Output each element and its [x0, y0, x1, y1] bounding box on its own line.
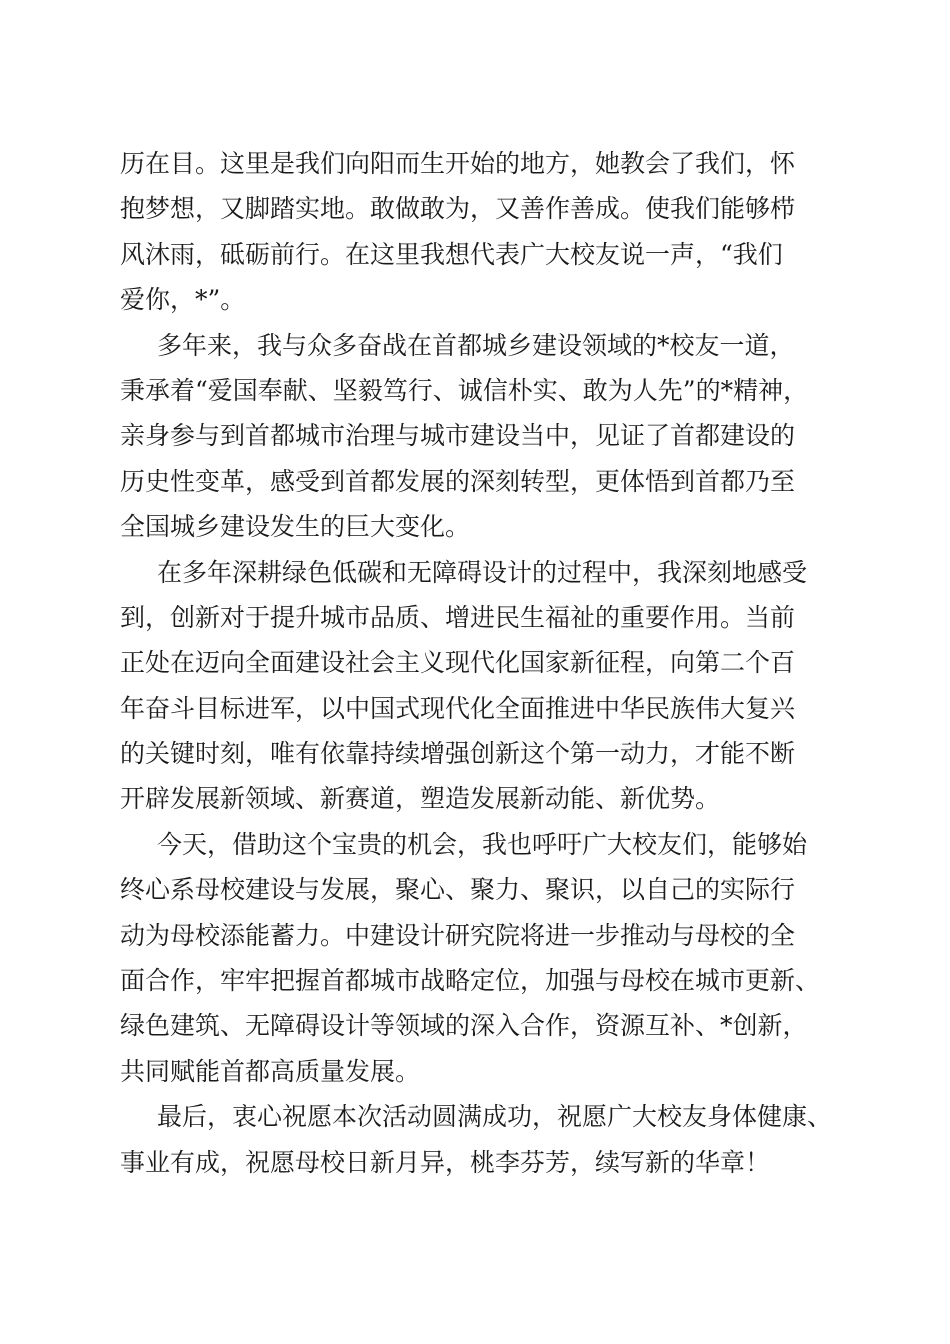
text-line: 共同赋能首都高质量发展。	[120, 1056, 421, 1086]
text-line: 秉承着“爱国奉献、坚毅笃行、诚信朴实、敢为人先”的*精神，	[120, 375, 809, 405]
text-line: 历史性变革，感受到首都发展的深刻转型，更体悟到首都乃至	[120, 466, 796, 496]
text-line: 在多年深耕绿色低碳和无障碍设计的过程中，我深刻地感受	[157, 557, 808, 587]
text-line: 事业有成，祝愿母校日新月异，桃李芬芳，续写新的华章！	[120, 1147, 771, 1177]
text-line: 动为母校添能蓄力。中建设计研究院将进一步推动与母校的全	[120, 920, 796, 950]
text-line: 绿色建筑、无障碍设计等领域的深入合作，资源互补、*创新，	[120, 1011, 808, 1041]
paragraph-2	[120, 323, 840, 550]
paragraph-1	[120, 141, 840, 323]
text-line: 开辟发展新领域、新赛道，塑造发展新动能、新优势。	[120, 784, 721, 814]
text-line: 亲身参与到首都城市治理与城市建设当中，见证了首都建设的	[120, 421, 796, 451]
text-line: 抱梦想，又脚踏实地。敢做敢为，又善作善成。使我们能够栉	[120, 194, 796, 224]
text-line: 正处在迈向全面建设社会主义现代化国家新征程，向第二个百	[120, 648, 796, 678]
paragraph-4	[120, 822, 840, 1094]
text-line: 风沐雨，砥砺前行。在这里我想代表广大校友说一声，“我们	[120, 239, 783, 269]
text-line: 多年来，我与众多奋战在首都城乡建设领域的*校友一道，	[157, 330, 795, 360]
text-line: 终心系母校建设与发展，聚心、聚力、聚识，以自己的实际行	[120, 875, 796, 905]
text-line: 年奋斗目标进军，以中国式现代化全面推进中华民族伟大复兴	[120, 693, 796, 723]
document-body	[120, 141, 840, 1185]
text-line: 最后，衷心祝愿本次活动圆满成功，祝愿广大校友身体健康、	[157, 1102, 833, 1132]
text-line: 爱你，*”。	[120, 285, 246, 315]
text-line: 的关键时刻，唯有依靠持续增强创新这个第一动力，才能不断	[120, 739, 796, 769]
paragraph-5	[120, 1094, 840, 1185]
text-line: 今天，借助这个宝贵的机会，我也呼吁广大校友们，能够始	[157, 829, 808, 859]
text-line: 到，创新对于提升城市品质、增进民生福祉的重要作用。当前	[120, 602, 796, 632]
paragraph-3	[120, 550, 840, 822]
text-line: 历在目。这里是我们向阳而生开始的地方，她教会了我们，怀	[120, 149, 796, 178]
text-line: 面合作，牢牢把握首都城市战略定位，加强与母校在城市更新、	[120, 966, 821, 996]
text-line: 全国城乡建设发生的巨大变化。	[120, 512, 471, 542]
